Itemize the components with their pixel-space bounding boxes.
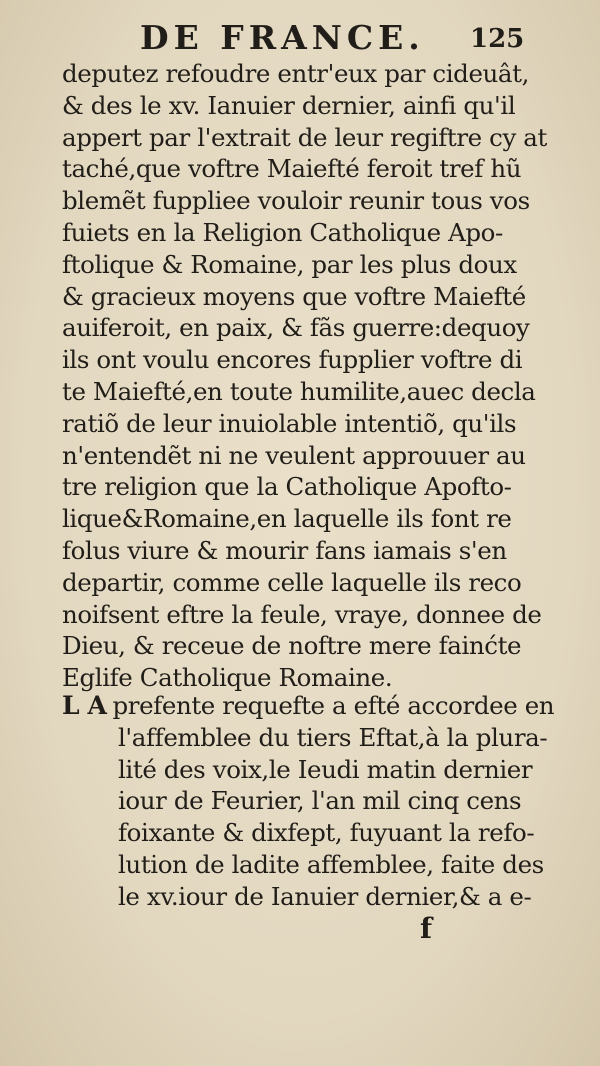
text-line: tre religion que la Catholique Apofto- [62, 472, 512, 502]
text-line: l'affemblee du tiers Eftat,à la plura- [118, 722, 548, 752]
text-line: foixante & dixfept, fuyuant la refo- [118, 818, 535, 848]
paragraph-1 [62, 58, 547, 694]
text-line: lique&Romaine,en laquelle ils font re [62, 504, 512, 534]
text-line: noifsent eftre la feule, vraye, donnee de [62, 599, 542, 629]
running-title: DE FRANCE. [140, 18, 425, 57]
text-line: ratiõ de leur inuiolable intentiõ, qu'ils [62, 408, 517, 438]
text-line: appert par l'extrait de leur regiftre cy at [62, 122, 547, 152]
text-line: deputez refoudre entr'eux par cideuât, [62, 59, 529, 88]
catchword: f [420, 912, 433, 945]
text-line: le xv.iour de Ianuier dernier,& a e- [118, 881, 532, 911]
text-line: Eglife Catholique Romaine. [62, 663, 393, 693]
text-line: lité des voix,le Ieudi matin dernier [118, 754, 533, 784]
text-line: ils ont voulu encores fupplier voftre di [62, 345, 523, 375]
text-line: iour de Feurier, l'an mil cinq cens [118, 786, 522, 816]
text-line: auiferoit, en paix, & fãs guerre:dequoy [62, 313, 530, 343]
paragraph-initial: L A [62, 691, 107, 720]
text-line: folus viure & mourir fans iamais s'en [62, 535, 507, 565]
page-header [0, 18, 600, 62]
text-line: & gracieux moyens que voftre Maiefté [62, 281, 526, 311]
text-line: fuiets en la Religion Catholique Apo- [62, 217, 503, 247]
text-line: ftolique & Romaine, par les plus doux [62, 249, 517, 279]
text-line: lution de ladite affemblee, faite des [118, 849, 544, 879]
page-number: 125 [470, 24, 525, 54]
text-line: te Maiefté,en toute humilite,auec decla [62, 376, 536, 406]
text-line: n'entendẽt ni ne veulent approuuer au [62, 440, 526, 470]
text-line: Dieu, & receue de noftre mere fainćte [62, 631, 522, 661]
paragraph-2 [62, 690, 555, 913]
text-line: departir, comme celle laquelle ils reco [62, 567, 522, 597]
text-line: taché,que voftre Maiefté feroit tref hũ [62, 154, 522, 184]
text-line-content: prefente requefte a efté accordee en [112, 691, 555, 720]
text-line: & des le xv. Ianuier dernier, ainfi qu'il [62, 90, 516, 120]
text-line: blemẽt fuppliee vouloir reunir tous vos [62, 186, 530, 216]
text-line [62, 690, 555, 722]
